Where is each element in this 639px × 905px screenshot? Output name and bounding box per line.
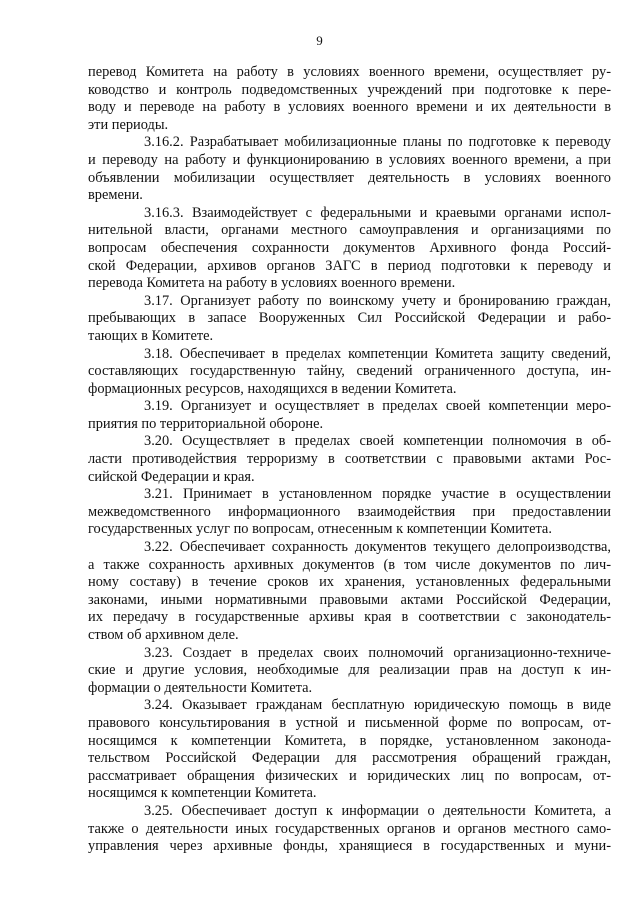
paragraph — [88, 134, 611, 204]
paragraph — [88, 293, 611, 346]
text-line: а также сохранность архивных документов (в том числе документов по лич- — [88, 556, 611, 573]
text-line: составляющих государственную тайну, сведений ограниченного доступа, ин- — [88, 363, 611, 380]
text-line: ские и другие условия, необходимые для реализации прав на доступ к ин- — [88, 662, 611, 679]
text-line: 3.25. Обеспечивает доступ к информации о деятельности Комитета, а — [144, 802, 611, 819]
text-line: перевода Комитета на работу в условиях военного времени. — [88, 275, 456, 292]
paragraph — [88, 433, 611, 486]
text-line: формации о деятельности Комитета. — [88, 679, 313, 696]
text-line: 3.16.3. Взаимодействует с федеральными и краевыми органами испол- — [144, 204, 611, 221]
paragraph — [88, 697, 611, 803]
text-line: законами, иными нормативными правовыми актами Российской Федерации, — [88, 591, 611, 608]
text-line: воду и переводе на работу в условиях военного времени и их деятельности в — [88, 99, 611, 116]
paragraph — [88, 346, 611, 399]
text-line: 3.21. Принимает в установленном порядке участие в осуществлении — [144, 486, 611, 503]
text-line: их передачу в государственные архивы края в соответствии с законодатель- — [88, 609, 611, 626]
text-line: перевод Комитета на работу в условиях военного времени, осуществляет ру- — [88, 64, 611, 80]
document-body — [88, 64, 611, 856]
text-line: сийской Федерации и края. — [88, 468, 255, 485]
text-line: формационных ресурсов, находящихся в ведении Комитета. — [88, 380, 457, 397]
text-line: ному составу) в течение сроков их хранения, установленных федеральными — [88, 574, 611, 591]
paragraph — [88, 205, 611, 293]
text-line: 3.23. Создает в пределах своих полномочий организационно-техниче- — [144, 644, 611, 661]
text-line: также о деятельности иных государственных органов и органов местного само- — [88, 820, 611, 837]
paragraph — [88, 645, 611, 698]
text-line: тельством Российской Федерации для рассмотрения обращений граждан, — [88, 750, 611, 767]
text-line: 3.24. Оказывает гражданам бесплатную юридическую помощь в виде — [144, 697, 611, 714]
text-line: 3.19. Организует и осуществляет в пределах своей компетенции меро- — [144, 398, 611, 415]
text-line: объявлении мобилизации осуществляет деятельность в условиях военного — [88, 169, 611, 186]
text-line: 3.17. Организует работу по воинскому учету и бронированию граждан, — [144, 292, 611, 309]
text-line: приятия по территориальной обороне. — [88, 415, 324, 432]
text-line: ской Федерации, архивов органов ЗАГС в период подготовки к переводу и — [88, 257, 611, 274]
paragraph — [88, 398, 611, 433]
text-line: носящимся к компетенции Комитета, в порядке, установленном законода- — [88, 732, 611, 749]
text-line: и переводу на работу и функционированию в условиях военного времени, а при — [88, 151, 611, 168]
text-line: 3.16.2. Разрабатывает мобилизационные планы по подготовке к переводу — [144, 134, 611, 151]
text-line: ством об архивном деле. — [88, 627, 239, 643]
page-number: 9 — [316, 33, 323, 48]
paragraph — [88, 64, 611, 134]
text-line: государственных услуг по вопросам, отнесенным к компетенции Комитета. — [88, 521, 552, 538]
text-line: носящимся к компетенции Комитета. — [88, 785, 317, 802]
text-line: 3.22. Обеспечивает сохранность документов текущего делопроизводства, — [144, 539, 611, 556]
text-line: времени. — [88, 187, 143, 204]
text-line: 3.20. Осуществляет в пределах своей компетенции полномочия в об- — [144, 433, 611, 450]
text-line: эти периоды. — [88, 116, 169, 133]
text-line: пребывающих в запасе Вооруженных Сил Российской Федерации и рабо- — [88, 310, 611, 327]
text-line: межведомственного информационного взаимодействия при предоставлении — [88, 503, 611, 520]
text-line: правового консультирования в устной и письменной форме по вопросам, от- — [88, 714, 611, 731]
text-line: тающих в Комитете. — [88, 327, 214, 344]
text-line: нительной власти, органами местного самоуправления и организациями по — [88, 222, 611, 239]
text-line: вопросам обеспечения сохранности документов Архивного фонда Россий- — [88, 239, 611, 256]
paragraph — [88, 539, 611, 645]
text-line: ководство и контроль подведомственных учреждений при подготовке к пере- — [88, 81, 611, 98]
text-line: рассматривает обращения физических и юридических лиц по вопросам, от- — [88, 767, 611, 784]
text-line: управления через архивные фонды, хранящиеся в государственных и муни- — [88, 838, 611, 855]
text-line: ласти противодействия терроризму в соответствии с правовыми актами Рос- — [88, 451, 611, 468]
paragraph — [88, 803, 611, 856]
text-line: 3.18. Обеспечивает в пределах компетенции Комитета защиту сведений, — [144, 345, 611, 362]
paragraph — [88, 486, 611, 539]
